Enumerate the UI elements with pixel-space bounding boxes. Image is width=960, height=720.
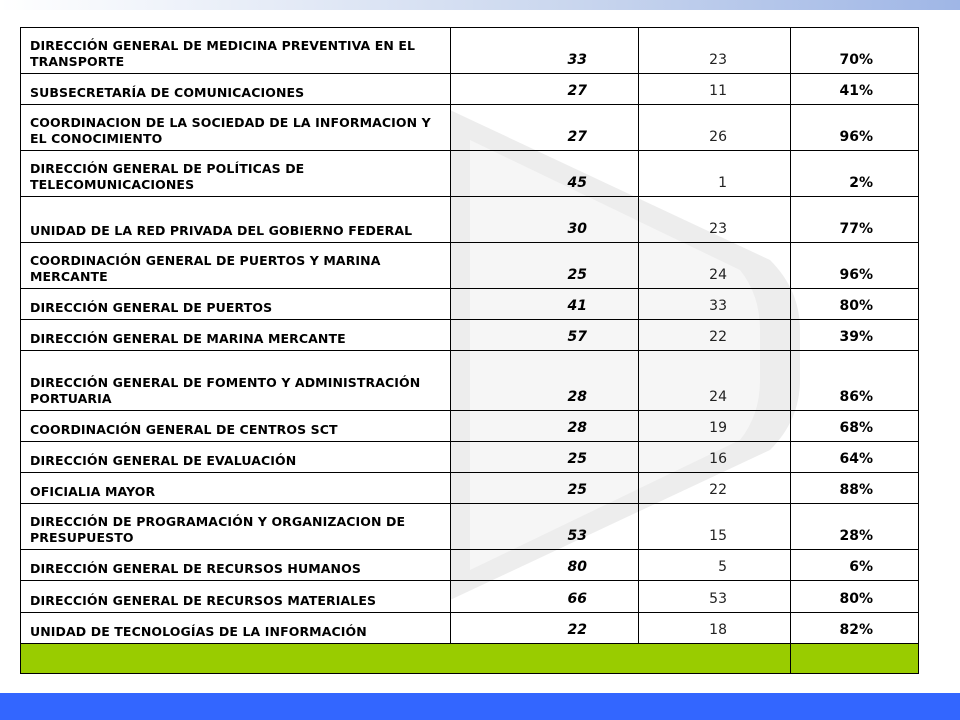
row-done: 11 — [639, 74, 791, 105]
row-total: 25 — [451, 442, 639, 473]
row-total: 33 — [451, 28, 639, 74]
row-total: 30 — [451, 197, 639, 243]
row-percent: 2% — [791, 151, 919, 197]
table-row — [21, 197, 919, 243]
row-name: UNIDAD DE TECNOLOGÍAS DE LA INFORMACIÓN — [21, 613, 451, 644]
footer-cell — [791, 644, 919, 674]
row-percent: 80% — [791, 289, 919, 320]
table-row — [21, 351, 919, 411]
row-percent: 64% — [791, 442, 919, 473]
row-total: 57 — [451, 320, 639, 351]
row-done: 53 — [639, 581, 791, 613]
row-done: 5 — [639, 550, 791, 581]
row-name: COORDINACIÓN GENERAL DE PUERTOS Y MARINA MERCANTE — [21, 243, 451, 289]
table-row — [21, 613, 919, 644]
row-total: 41 — [451, 289, 639, 320]
row-percent: 68% — [791, 411, 919, 442]
row-percent: 80% — [791, 581, 919, 613]
row-name: DIRECCIÓN GENERAL DE RECURSOS MATERIALES — [21, 581, 451, 613]
row-percent: 96% — [791, 105, 919, 151]
table-row — [21, 105, 919, 151]
budget-table — [20, 27, 919, 674]
table-row — [21, 442, 919, 473]
row-percent: 28% — [791, 504, 919, 550]
row-done: 19 — [639, 411, 791, 442]
row-name: OFICIALIA MAYOR — [21, 473, 451, 504]
row-name: DIRECCIÓN GENERAL DE POLÍTICAS DE TELECOMUNICACIONES — [21, 151, 451, 197]
row-name: COORDINACION DE LA SOCIEDAD DE LA INFORMACION Y EL CONOCIMIENTO — [21, 105, 451, 151]
table-row — [21, 411, 919, 442]
row-done: 16 — [639, 442, 791, 473]
row-name: UNIDAD DE LA RED PRIVADA DEL GOBIERNO FEDERAL — [21, 197, 451, 243]
table-row — [21, 74, 919, 105]
row-percent: 39% — [791, 320, 919, 351]
row-total: 25 — [451, 473, 639, 504]
table-row — [21, 581, 919, 613]
row-percent: 41% — [791, 74, 919, 105]
row-done: 23 — [639, 28, 791, 74]
row-name: DIRECCIÓN GENERAL DE EVALUACIÓN — [21, 442, 451, 473]
row-total: 66 — [451, 581, 639, 613]
row-percent: 86% — [791, 351, 919, 411]
row-total: 27 — [451, 74, 639, 105]
table-row — [21, 320, 919, 351]
table-row — [21, 28, 919, 74]
row-done: 24 — [639, 351, 791, 411]
footer-row — [21, 644, 919, 674]
row-total: 22 — [451, 613, 639, 644]
row-name: DIRECCIÓN GENERAL DE MARINA MERCANTE — [21, 320, 451, 351]
row-name: DIRECCIÓN GENERAL DE MEDICINA PREVENTIVA EN EL TRANSPORTE — [21, 28, 451, 74]
table-row — [21, 243, 919, 289]
row-done: 26 — [639, 105, 791, 151]
row-total: 28 — [451, 411, 639, 442]
bottom-blue-band — [0, 693, 960, 720]
row-total: 80 — [451, 550, 639, 581]
row-total: 28 — [451, 351, 639, 411]
row-name: DIRECCIÓN DE PROGRAMACIÓN Y ORGANIZACION DE PRESUPUESTO — [21, 504, 451, 550]
row-percent: 88% — [791, 473, 919, 504]
row-percent: 96% — [791, 243, 919, 289]
row-total: 25 — [451, 243, 639, 289]
footer-cell — [21, 644, 791, 674]
table-row — [21, 151, 919, 197]
table-row — [21, 289, 919, 320]
table-row — [21, 473, 919, 504]
row-name: DIRECCIÓN GENERAL DE FOMENTO Y ADMINISTRACIÓN PORTUARIA — [21, 351, 451, 411]
row-total: 53 — [451, 504, 639, 550]
row-done: 18 — [639, 613, 791, 644]
row-name: DIRECCIÓN GENERAL DE PUERTOS — [21, 289, 451, 320]
table-row — [21, 504, 919, 550]
row-done: 33 — [639, 289, 791, 320]
row-total: 45 — [451, 151, 639, 197]
row-done: 23 — [639, 197, 791, 243]
table-row — [21, 550, 919, 581]
row-name: SUBSECRETARÍA DE COMUNICACIONES — [21, 74, 451, 105]
row-done: 1 — [639, 151, 791, 197]
row-total: 27 — [451, 105, 639, 151]
row-name: COORDINACIÓN GENERAL DE CENTROS SCT — [21, 411, 451, 442]
row-done: 15 — [639, 504, 791, 550]
row-done: 22 — [639, 473, 791, 504]
row-percent: 82% — [791, 613, 919, 644]
row-done: 22 — [639, 320, 791, 351]
row-done: 24 — [639, 243, 791, 289]
row-percent: 6% — [791, 550, 919, 581]
row-name: DIRECCIÓN GENERAL DE RECURSOS HUMANOS — [21, 550, 451, 581]
row-percent: 70% — [791, 28, 919, 74]
row-percent: 77% — [791, 197, 919, 243]
